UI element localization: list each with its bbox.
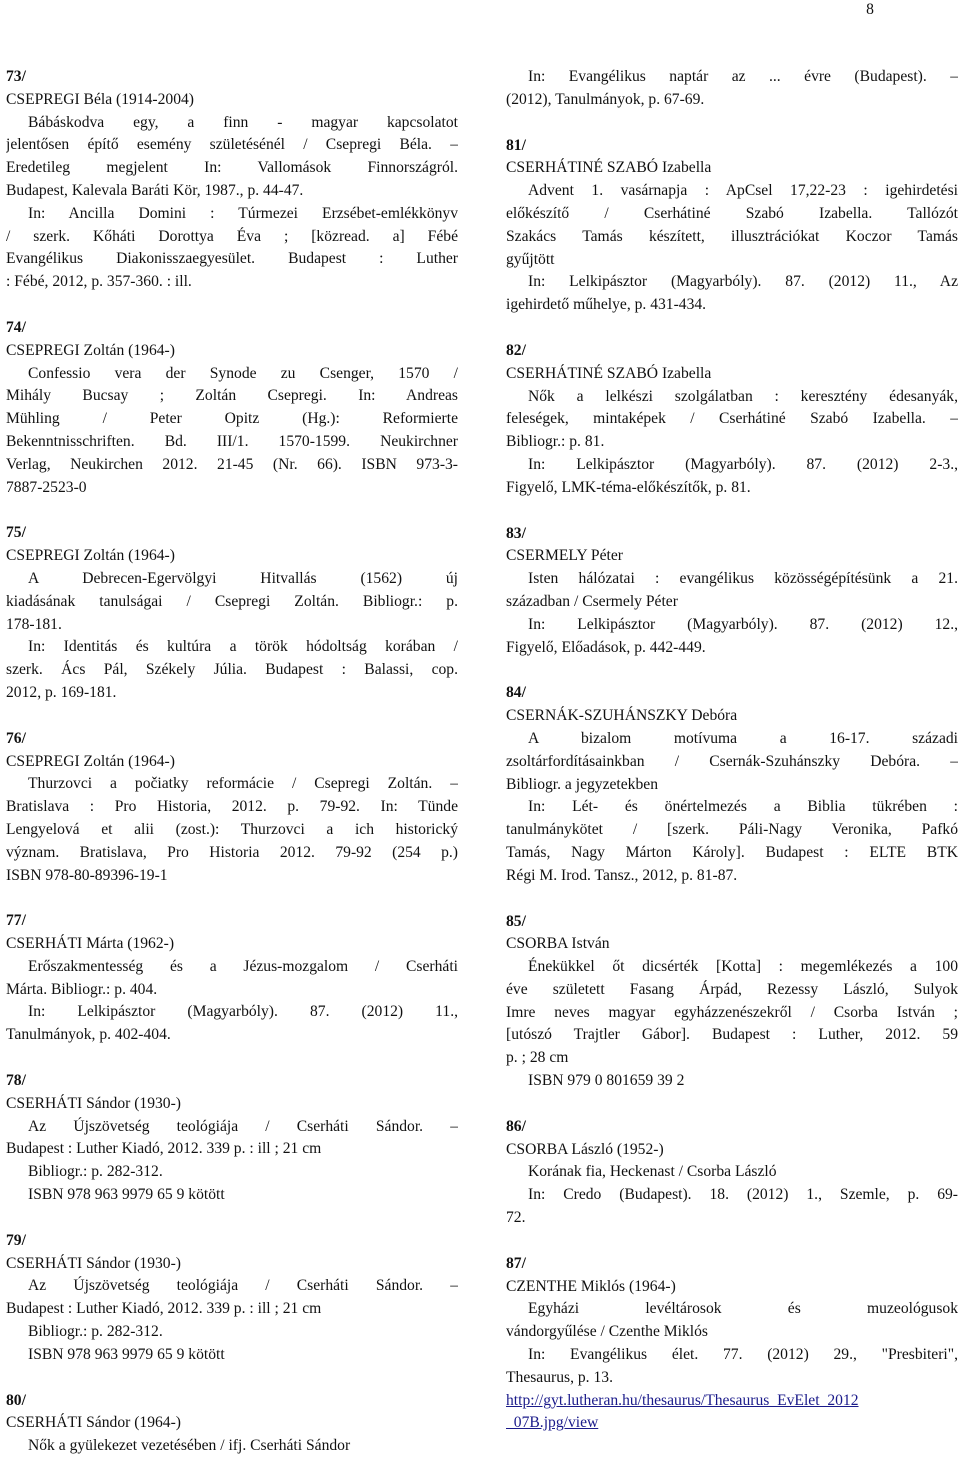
entry-link[interactable]: _07B.jpg/view (506, 1414, 599, 1432)
entry-author: CSERMELY Péter (506, 547, 623, 565)
page-number: 8 (866, 1, 874, 18)
entry-line: Figyelő, LMK-téma-előkészítők, p. 81. (506, 478, 751, 496)
entry-line: In: Lelkipásztor (Magyarbóly). 87. (2012) 12., (528, 615, 958, 633)
entry-line: Mihály Bucsay ; Zoltán Csepregi. In: Andreas (6, 387, 458, 405)
entry-line: In: Identitás és kultúra a török hódoltság korában / (28, 638, 458, 656)
entry-line: feleségek, mintaképek / Cserhátiné Szabó Izabella. – (506, 410, 958, 428)
bibliography-entry (506, 1253, 958, 1435)
entry-line: tanulmánykötet / [szerk. Páli-Nagy Veronika, Pafkó (506, 821, 958, 839)
entry-number: 81/ (506, 136, 526, 154)
entry-line: Nők a gyülekezet vezetésében / ifj. Cserháti Sándor (28, 1437, 351, 1455)
entry-line: 7887-2523-0 (6, 478, 87, 496)
entry-line: éve született Fasang Árpád, Rezessy László, Sulyok (506, 980, 958, 998)
bibliography-entry (506, 1116, 958, 1230)
entry-line: kiadásának tanulságai / Csepregi Zoltán. Bibliogr.: p. (6, 592, 458, 610)
entry-line: Nők a lelkészi szolgálatban : keresztény édesanyák, (528, 387, 958, 405)
entry-line: ISBN 978 963 9979 65 9 kötött (28, 1186, 225, 1204)
bibliography-entry (6, 728, 458, 888)
entry-author: CSERHÁTINÉ SZABÓ Izabella (506, 364, 712, 382)
entry-author: CSERHÁTINÉ SZABÓ Izabella (506, 159, 712, 177)
entry-line: Advent 1. vasárnapja : ApCsel 17,22-23 : igehirdetési (528, 182, 958, 200)
entry-line: ISBN 978-80-89396-19-1 (6, 866, 168, 884)
entry-line: Tamás, Nagy Márton Károly]. Budapest : ELTE BTK (506, 843, 958, 861)
entry-line: In: Ancilla Domini : Túrmezei Erzsébet-emlékkönyv (28, 204, 458, 222)
entry-line: Énekükkel őt dicsérték [Kotta] : megemlékezés a 100 (528, 958, 958, 976)
bibliography-entry (506, 135, 958, 317)
entry-line: Bratislava : Pro Historia, 2012. p. 79-92. In: Tünde (6, 798, 458, 816)
entry-line: Figyelő, Előadások, p. 442-449. (506, 638, 706, 656)
bibliography-entry (6, 1390, 458, 1458)
entry-author: CSERHÁTI Sándor (1930-) (6, 1094, 181, 1112)
entry-line: Confessio vera der Synode zu Csenger, 1570 / (28, 364, 458, 382)
entry-line: ISBN 978 963 9979 65 9 kötött (28, 1345, 225, 1363)
entry-line: Imre neves magyar egyházzenészekről / Csorba István ; (506, 1003, 958, 1021)
bibliography-entry (6, 1230, 458, 1367)
entry-author: CSORBA László (1952-) (506, 1140, 664, 1158)
entry-link[interactable]: http://gyt.lutheran.hu/thesaurus/Thesaurus_EvElet_2012 (506, 1391, 859, 1409)
bibliography-entry (6, 66, 458, 294)
entry-line: Bábáskodva egy, a finn - magyar kapcsolatot (28, 113, 458, 131)
bibliography-entry (506, 911, 958, 1093)
entry-line: Korának fia, Heckenast / Csorba László (528, 1163, 777, 1181)
entry-line: Thurzovci a počiatky reformácie / Csepregi Zoltán. – (28, 775, 458, 793)
entry-line: Bekenntnisschriften. Bd. III/1. 1570-1599. Neukirchner (6, 432, 458, 450)
entry-line: / szerk. Kőháti Dorottya Éva ; [közread. a] Fébé (6, 227, 458, 245)
entry-number: 79/ (6, 1231, 26, 1249)
entry-line: Régi M. Irod. Tansz., 2012, p. 81-87. (506, 866, 738, 884)
entry-line: (2012), Tanulmányok, p. 67-69. (506, 90, 705, 108)
entry-line: [utószó Trajtler Gábor]. Budapest : Luther, 2012. 59 (506, 1026, 958, 1044)
bibliography-entry (506, 340, 958, 500)
entry-line: Az Újszövetség teológiája / Cserháti Sándor. – (28, 1277, 458, 1295)
entry-line: Budapest : Luther Kiadó, 2012. 339 p. : ill ; 21 cm (6, 1300, 322, 1318)
entry-line: p. ; 28 cm (506, 1049, 569, 1067)
entry-line: Budapest : Luther Kiadó, 2012. 339 p. : ill ; 21 cm (6, 1140, 322, 1158)
entry-line: században / Csermely Péter (506, 592, 678, 610)
entry-line: 2012, p. 169-181. (6, 683, 117, 701)
entry-line: Isten hálózatai : evangélikus közösségépítésünk a 21. (528, 570, 958, 588)
entry-line: : Fébé, 2012, p. 357-360. : ill. (6, 273, 192, 291)
entry-line: In: Credo (Budapest). 18. (2012) 1., Szemle, p. 69- (528, 1186, 958, 1204)
entry-line: Lengyelová et alii (zost.): Thurzovci a ich historický (6, 820, 458, 838)
entry-line: Bibliogr.: p. 282-312. (28, 1323, 163, 1341)
entry-line: Evangélikus Diakonisszaegyesület. Budapest : Luther (6, 250, 458, 268)
entry-line: gyűjtött (506, 250, 555, 268)
entry-line: Az Újszövetség teológiája / Cserháti Sándor. – (28, 1117, 458, 1135)
entry-line: In: Evangélikus naptár az ... évre (Budapest). – (528, 68, 958, 85)
entry-line: Tanulmányok, p. 402-404. (6, 1026, 171, 1044)
entry-line: Márta. Bibliogr.: p. 404. (6, 980, 158, 998)
entry-number: 85/ (506, 912, 526, 930)
entry-line: Bibliogr. a jegyzetekben (506, 775, 658, 793)
entry-number: 83/ (506, 524, 526, 542)
entry-line: 178-181. (6, 615, 62, 633)
entry-line: Budapest, Kalevala Baráti Kör, 1987., p. 44-47. (6, 181, 304, 199)
entry-line: Thesaurus, p. 13. (506, 1368, 613, 1386)
bibliography-entry (6, 910, 458, 1047)
entry-number: 76/ (6, 729, 26, 747)
entry-line: In: Evangélikus élet. 77. (2012) 29., "Presbiteri", (528, 1346, 958, 1364)
entry-number: 80/ (6, 1391, 26, 1409)
entry-line: vándorgyűlése / Czenthe Miklós (506, 1323, 708, 1341)
entry-number: 84/ (506, 684, 526, 702)
entry-number: 86/ (506, 1117, 526, 1135)
entry-line: In: Lelkipásztor (Magyarbóly). 87. (2012) 11., (28, 1003, 458, 1021)
entry-number: 78/ (6, 1072, 26, 1090)
entry-number: 73/ (6, 68, 26, 85)
entry-line: In: Lét- és önértelmezés a Biblia tükrében : (528, 798, 958, 816)
entry-line: In: Lelkipásztor (Magyarbóly). 87. (2012) 11., Az (528, 273, 958, 291)
entry-line: Bibliogr.: p. 282-312. (28, 1163, 163, 1181)
entry-line: In: Lelkipásztor (Magyarbóly). 87. (2012) 2-3., (528, 455, 958, 473)
entry-number: 87/ (506, 1254, 526, 1272)
bibliography-entry (6, 317, 458, 499)
left-column (6, 66, 458, 1481)
entry-author: CSEPREGI Zoltán (1964-) (6, 547, 175, 565)
bibliography-entry (506, 682, 958, 887)
entry-author: CSEPREGI Zoltán (1964-) (6, 752, 175, 770)
bibliography-entry (6, 1070, 458, 1207)
entry-line: význam. Bratislava, Pro Historia 2012. 79-92 (254 p.) (6, 843, 458, 861)
entry-author: CSERHÁTI Márta (1962-) (6, 935, 175, 953)
entry-number: 75/ (6, 524, 26, 542)
bibliography-entry (6, 522, 458, 704)
entry-line: Egyházi levéltárosok és muzeológusok (528, 1300, 958, 1318)
entry-line (506, 1390, 958, 1413)
entry-line: igehirdető műhelye, p. 431-434. (506, 296, 707, 314)
bibliography-entry (506, 523, 958, 660)
entry-author: CSERHÁTI Sándor (1930-) (6, 1254, 181, 1272)
entry-line: előkészítő / Cserhátiné Szabó Izabella. Tallózót (506, 204, 958, 222)
entry-number: 77/ (6, 912, 26, 930)
entry-author: CSERNÁK-SZUHÁNSZKY Debóra (506, 707, 738, 725)
entry-author: CSEPREGI Zoltán (1964-) (6, 341, 175, 359)
entry-number: 74/ (6, 318, 26, 336)
entry-author: CSERHÁTI Sándor (1964-) (6, 1414, 181, 1432)
right-column (506, 66, 958, 1458)
entry-line: Verlag, Neukirchen 2012. 21-45 (Nr. 66). ISBN 973-3- (6, 455, 458, 473)
entry-line: 72. (506, 1209, 526, 1227)
entry-line: Erőszakmentesség és a Jézus-mozgalom / Cserháti (28, 957, 458, 975)
entry-author: CSEPREGI Béla (1914-2004) (6, 90, 194, 108)
entry-line: zsoltárfordításainkban / Csernák-Szuhánszky Debóra. – (506, 752, 958, 770)
entry-author: CSORBA István (506, 935, 610, 953)
entry-line: jelentősen építő esemény születésénél / Csepregi Béla. – (6, 136, 458, 154)
entry-line: Eredetileg megjelent In: Vallomások Finnországról. (6, 159, 458, 177)
entry-line: szerk. Ács Pál, Székely Júlia. Budapest : Balassi, cop. (6, 661, 458, 679)
entry-line: Bibliogr.: p. 81. (506, 433, 605, 451)
entry-line: Mühling / Peter Opitz (Hg.): Reformierte (6, 410, 458, 428)
entry-author: CZENTHE Miklós (1964-) (506, 1277, 676, 1295)
entry-line: A Debrecen-Egervölgyi Hitvallás (1562) új (28, 569, 458, 587)
entry-line: ISBN 979 0 801659 39 2 (528, 1072, 685, 1090)
entry-line: Szakács Tamás készített, illusztrációkat Koczor Tamás (506, 227, 958, 245)
bibliography-entry (506, 66, 958, 112)
entry-line: A bizalom motívuma a 16-17. századi (528, 729, 958, 747)
entry-line (506, 1412, 958, 1435)
entry-number: 82/ (506, 341, 526, 359)
